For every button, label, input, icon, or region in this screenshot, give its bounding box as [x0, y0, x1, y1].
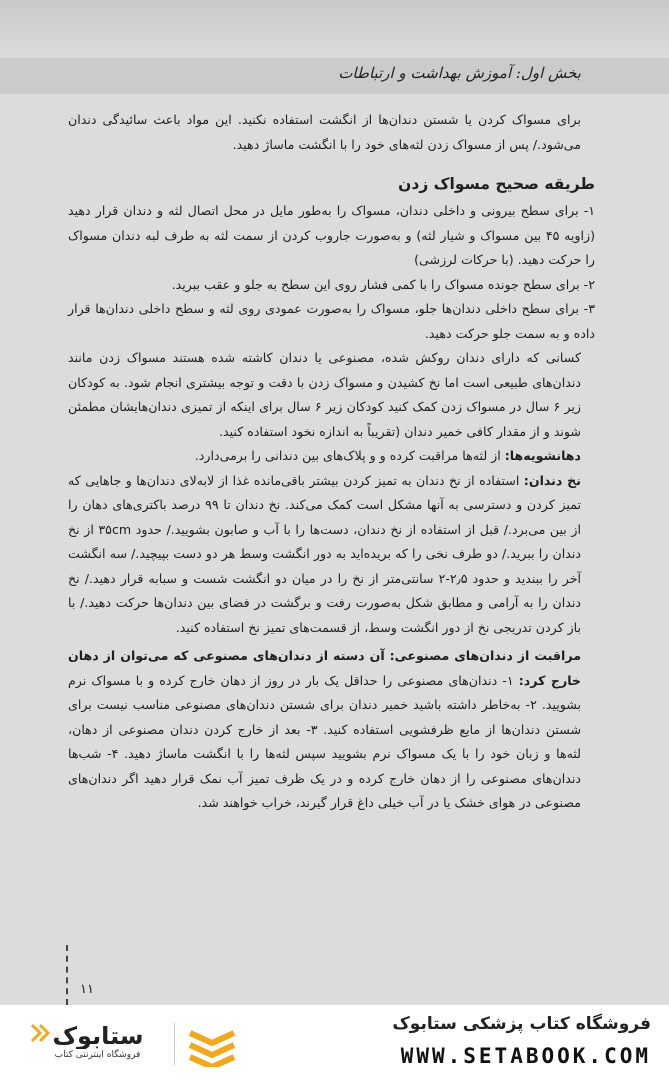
store-name: فروشگاه کتاب پزشکی ستابوک — [392, 1014, 651, 1034]
denture-term: مراقبت از دندان‌های مصنوعی: آن دسته از دندان‌های مصنوعی که می‌توان از دهان خارج کرد: — [68, 648, 581, 688]
logo-wordmark-text: ستابوک — [52, 1022, 144, 1049]
step-2: ۲- برای سطح جونده مسواک را با کمی فشار روی این سطح به جلو و عقب ببرید. — [171, 276, 595, 292]
page-body — [68, 108, 595, 816]
section-heading: طریقه صحیح مسواک زدن — [398, 175, 595, 193]
floss-paragraph — [68, 469, 595, 641]
store-url[interactable]: WWW.SETABOOK.COM — [400, 1044, 651, 1068]
mouthwash-text: از لثه‌ها مراقبت کرده و و پلاک‌های بین دندانی را برمی‌دارد. — [194, 448, 505, 463]
step-3: ۳- برای سطح داخلی دندان‌ها جلو، مسواک را به‌صورت عمودی روی لثه و سطح داخلی دندان‌ها قرار داده و به سمت جلو حرکت دهید. — [68, 301, 595, 341]
footer-divider — [174, 1023, 175, 1065]
setabook-logo-wordmark — [28, 1019, 168, 1049]
intro-paragraph: برای مسواک کردن یا شستن دندان‌ها از انگشت استفاده نکنید. این مواد باعث سائیدگی دندان می‌شود./ پس از مسواک زدن لثه‌های خود را با انگشت ماساژ دهید. — [68, 112, 581, 152]
floss-text: استفاده از نخ دندان به تمیز کردن بیشتر باقی‌مانده غذا از لابه‌لای دندان‌ها و جاهایی که تمیز کردن و دسترسی به آنها مشکل است کمک می‌کند. نخ دندان تا ۹۹ درصد باکتری‌های دهان را از بین می‌برد./ قبل از استفاده از نخ دندان، دست‌ها را با آب و صابون بشویید./ حدود ۳۵cm از نخ دندان را ببرید./ دو طرف نخی را که بریده‌اید به دور انگشت وسط هر دو دست بپیچید./ سه انگشت آخر را ببندید و حدود ۲٫۵-۲ سانتی‌متر از نخ را در میان دو انگشت شست و سبابه قرار دهید./ نخ دندان را به آرامی و مطابق شکل به‌صورت رفت و برگشت در فضای بین دندان‌ها حرکت دهید./ با باز کردن تدریجی نخ از دور انگشت وسط، از قسمت‌های تمیز نخ استفاده کنید. — [68, 472, 582, 635]
mouthwash-paragraph — [68, 444, 595, 469]
floss-term: نخ دندان: — [523, 472, 581, 488]
step-1: ۱- برای سطح بیرونی و داخلی دندان، مسواک را به‌طور مایل در محل اتصال لثه و دندان قرار دهید (زاویه ۴۵ بین مسواک و شیار لثه) و به‌صورت جاروب کردن از سمت لثه به طرف لبه دندان مسواک را حرکت دهید. (با حرکات لرزشی) — [68, 203, 595, 267]
logo-tagline: فروشگاه اینترنتی کتاب — [54, 1050, 141, 1060]
running-head: بخش اول: آموزش بهداشت و ارتباطات — [338, 64, 581, 82]
prosthetic-paragraph: کسانی که دارای دندان روکش شده، مصنوعی یا دندان کاشته شده هستند مسواک زدن مانند دندان‌های طبیعی است اما نخ کشیدن و مسواک زدن با دقت و توجه بیشتری انجام شود. به کودکان زیر ۶ سال در مسواک زدن کمک کنید کودکان زیر ۶ سال برای اینکه از تمیزی دندان‌هایشان مطمئن شوند و از مقدار کافی خمیر دندان (تقریباً به اندازه نخود استفاده کنید. — [68, 350, 581, 439]
denture-text: ۱- دندان‌های مصنوعی را حداقل یک بار در روز از دهان خارج کرده و با مسواک نرم بشویید. ۲- به‌خاطر داشته باشید خمیر دندان برای شستن دندان‌های مصنوعی مناسب نیست برای شستن دندان‌ها از مایع ظرفشویی استفاده کنید. ۳- بعد از خارج کردن دندان مصنوعی از دهان، لثه‌ها و زبان خود را با یک مسواک نرم بشویید سپس لثه‌ها را با انگشت ماساژ دهید. ۴- شب‌ها دندان‌های مصنوعی را از دهان خارج کرده و در یک ظرف تمیز آب نمک قرار دهید اگر دندان‌های مصنوعی در هوای خشک یا در آب خیلی داغ قرار گیرند، خراب خواهند شد. — [68, 672, 582, 810]
denture-paragraph — [68, 644, 595, 816]
margin-dashed-line — [66, 945, 68, 1005]
page-number: ۱۱ — [80, 982, 94, 997]
mouthwash-term: دهانشویه‌ها: — [504, 448, 581, 463]
page-top-shadow — [0, 0, 669, 60]
book-stack-logo-icon — [187, 1025, 237, 1067]
